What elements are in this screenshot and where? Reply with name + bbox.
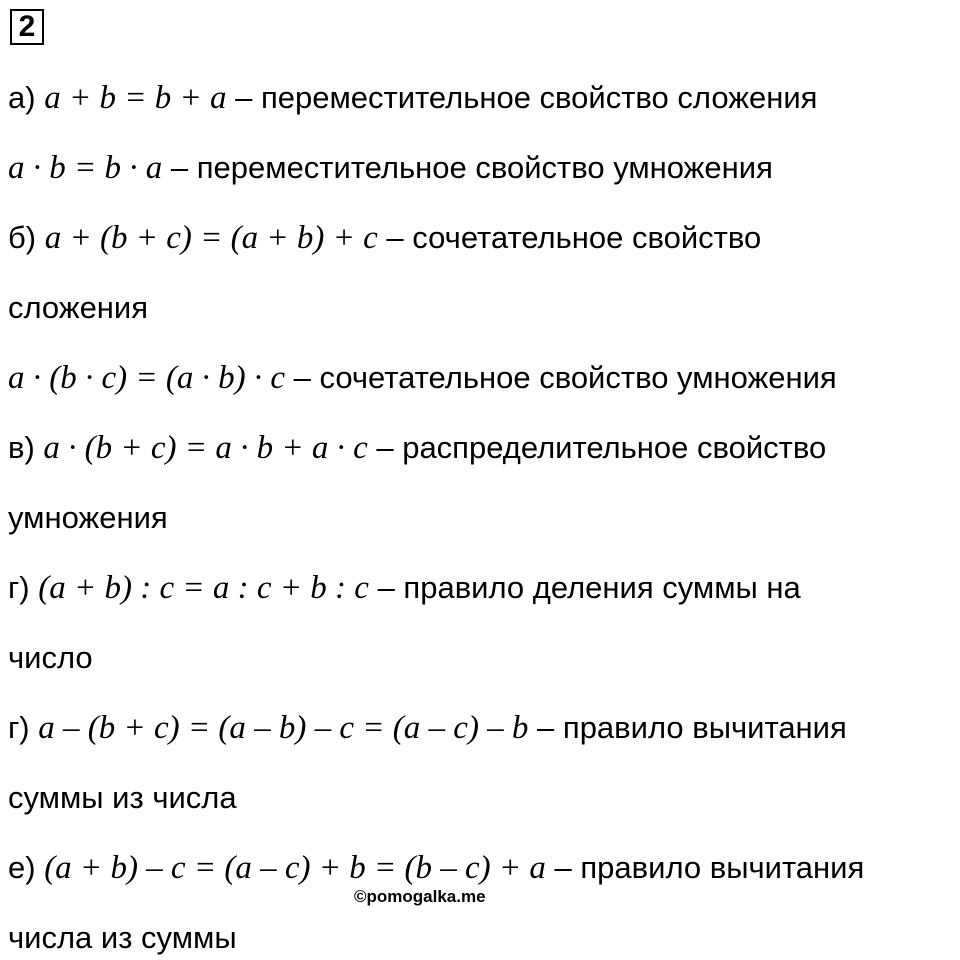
property-text: – сочетательное свойство: [377, 220, 762, 255]
line-g-division: [8, 568, 801, 608]
property-text: – переместительное свойство умножения: [162, 150, 773, 185]
formula: a · (b · c) = (a · b) · c: [8, 360, 286, 396]
line-a-addition: [8, 78, 817, 118]
property-text: – сочетательное свойство умножения: [285, 360, 837, 395]
formula: (a + b) : c = a : c + b : c: [38, 570, 369, 606]
task-number-box: 2: [10, 9, 44, 45]
item-label: а): [8, 80, 45, 115]
line-e-subtraction-number-cont: [8, 918, 237, 958]
line-b-addition: [8, 218, 761, 258]
item-label: г): [8, 710, 39, 745]
property-text: – правило вычитания: [545, 850, 865, 885]
property-text: число: [8, 640, 93, 675]
line-b-multiplication: [8, 358, 837, 398]
line-b-addition-cont: [8, 288, 148, 328]
formula: a + (b + c) = (a + b) + c: [44, 220, 378, 256]
line-v-distributive: [8, 428, 826, 468]
property-text: сложения: [8, 290, 149, 325]
property-text: – переместительное свойство сложения: [226, 80, 818, 115]
formula: a · (b + c) = a · b + a · c: [43, 430, 368, 466]
formula: a · b = b · a: [8, 150, 163, 186]
line-g-division-cont: [8, 638, 93, 678]
property-text: суммы из числа: [8, 780, 237, 815]
item-label: е): [8, 850, 45, 885]
property-text: числа из суммы: [8, 920, 237, 955]
line-g-subtraction-sum-cont: [8, 778, 237, 818]
item-label: б): [8, 220, 45, 255]
property-text: – распределительное свойство: [367, 430, 827, 465]
formula: a + b = b + a: [44, 80, 227, 116]
item-label: в): [8, 430, 44, 465]
line-a-multiplication: [8, 148, 773, 188]
formula: a – (b + c) = (a – b) – c = (a – c) – b: [38, 710, 529, 746]
property-text: умножения: [8, 500, 168, 535]
property-text: – правило вычитания: [528, 710, 847, 745]
line-v-distributive-cont: [8, 498, 168, 538]
formula: (a + b) – c = (a – c) + b = (b – c) + a: [44, 850, 546, 886]
line-e-subtraction-number: [8, 848, 864, 888]
item-label: г): [8, 570, 39, 605]
watermark: ©pomogalka.me: [354, 887, 486, 906]
property-text: – правило деления суммы на: [368, 570, 801, 605]
line-g-subtraction-sum: [8, 708, 847, 748]
